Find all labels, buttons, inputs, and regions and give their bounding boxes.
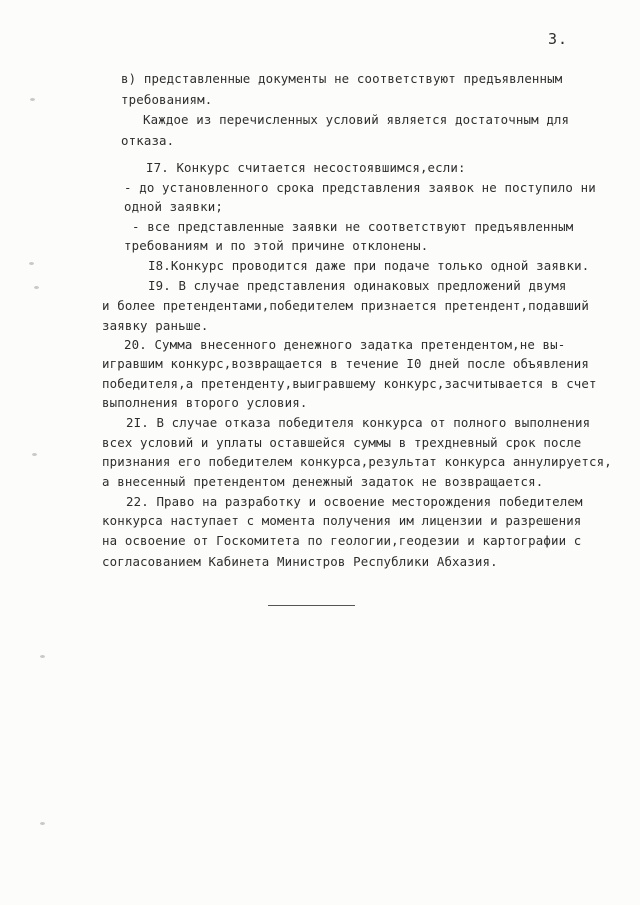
text-line: 20. Сумма внесенного денежного задатка претендентом,не вы- <box>124 337 566 352</box>
text-line: отказа. <box>121 133 175 148</box>
text-line: I9. В случае представления одинаковых предложений двумя <box>148 278 567 293</box>
scan-speck <box>34 286 39 289</box>
text-line: I8.Конкурс проводится даже при подаче только одной заявки. <box>148 258 590 273</box>
text-line: всех условий и уплаты оставшейся суммы в трехдневный срок после <box>102 435 582 450</box>
separator-line <box>268 605 355 606</box>
text-line: Каждое из перечисленных условий является достаточным для <box>143 112 570 127</box>
text-line: 2I. В случае отказа победителя конкурса от полного выполнения <box>126 415 591 430</box>
text-line: - до установленного срока представления заявок не поступило ни <box>124 180 596 195</box>
scan-speck <box>40 655 45 658</box>
text-line: а внесенный претендентом денежный задаток не возвращается. <box>102 474 544 489</box>
text-line: 22. Право на разработку и освоение месторождения победителем <box>126 494 583 509</box>
text-line: - все представленные заявки не соответствуют предъявленным <box>132 219 574 234</box>
scan-speck <box>29 262 34 265</box>
text-line: в) представленные документы не соответствуют предъявленным <box>121 71 563 86</box>
text-line: требованиям и по этой причине отклонены. <box>124 238 429 253</box>
text-line: победителя,а претенденту,выигравшему конкурс,засчитывается в счет <box>102 376 597 391</box>
page-number: 3. <box>548 30 569 48</box>
scan-speck <box>40 822 45 825</box>
scan-speck <box>32 453 37 456</box>
text-line: и более претендентами,победителем признается претендент,подавший <box>102 298 590 313</box>
text-line: конкурса наступает с момента получения им лицензии и разрешения <box>102 513 582 528</box>
text-line: выполнения второго условия. <box>102 395 308 410</box>
text-line: требованиям. <box>121 92 213 107</box>
text-line: игравшим конкурс,возвращается в течение I0 дней после объявления <box>102 356 590 371</box>
text-line: одной заявки; <box>124 199 223 214</box>
text-line: I7. Конкурс считается несостоявшимся,если: <box>146 160 466 175</box>
scan-speck <box>30 98 35 101</box>
text-line: признания его победителем конкурса,результат конкурса аннулируется, <box>102 454 612 469</box>
text-line: заявку раньше. <box>102 318 209 333</box>
text-line: согласованием Кабинета Министров Республики Абхазия. <box>102 554 498 569</box>
text-line: на освоение от Госкомитета по геологии,геодезии и картографии с <box>102 533 582 548</box>
